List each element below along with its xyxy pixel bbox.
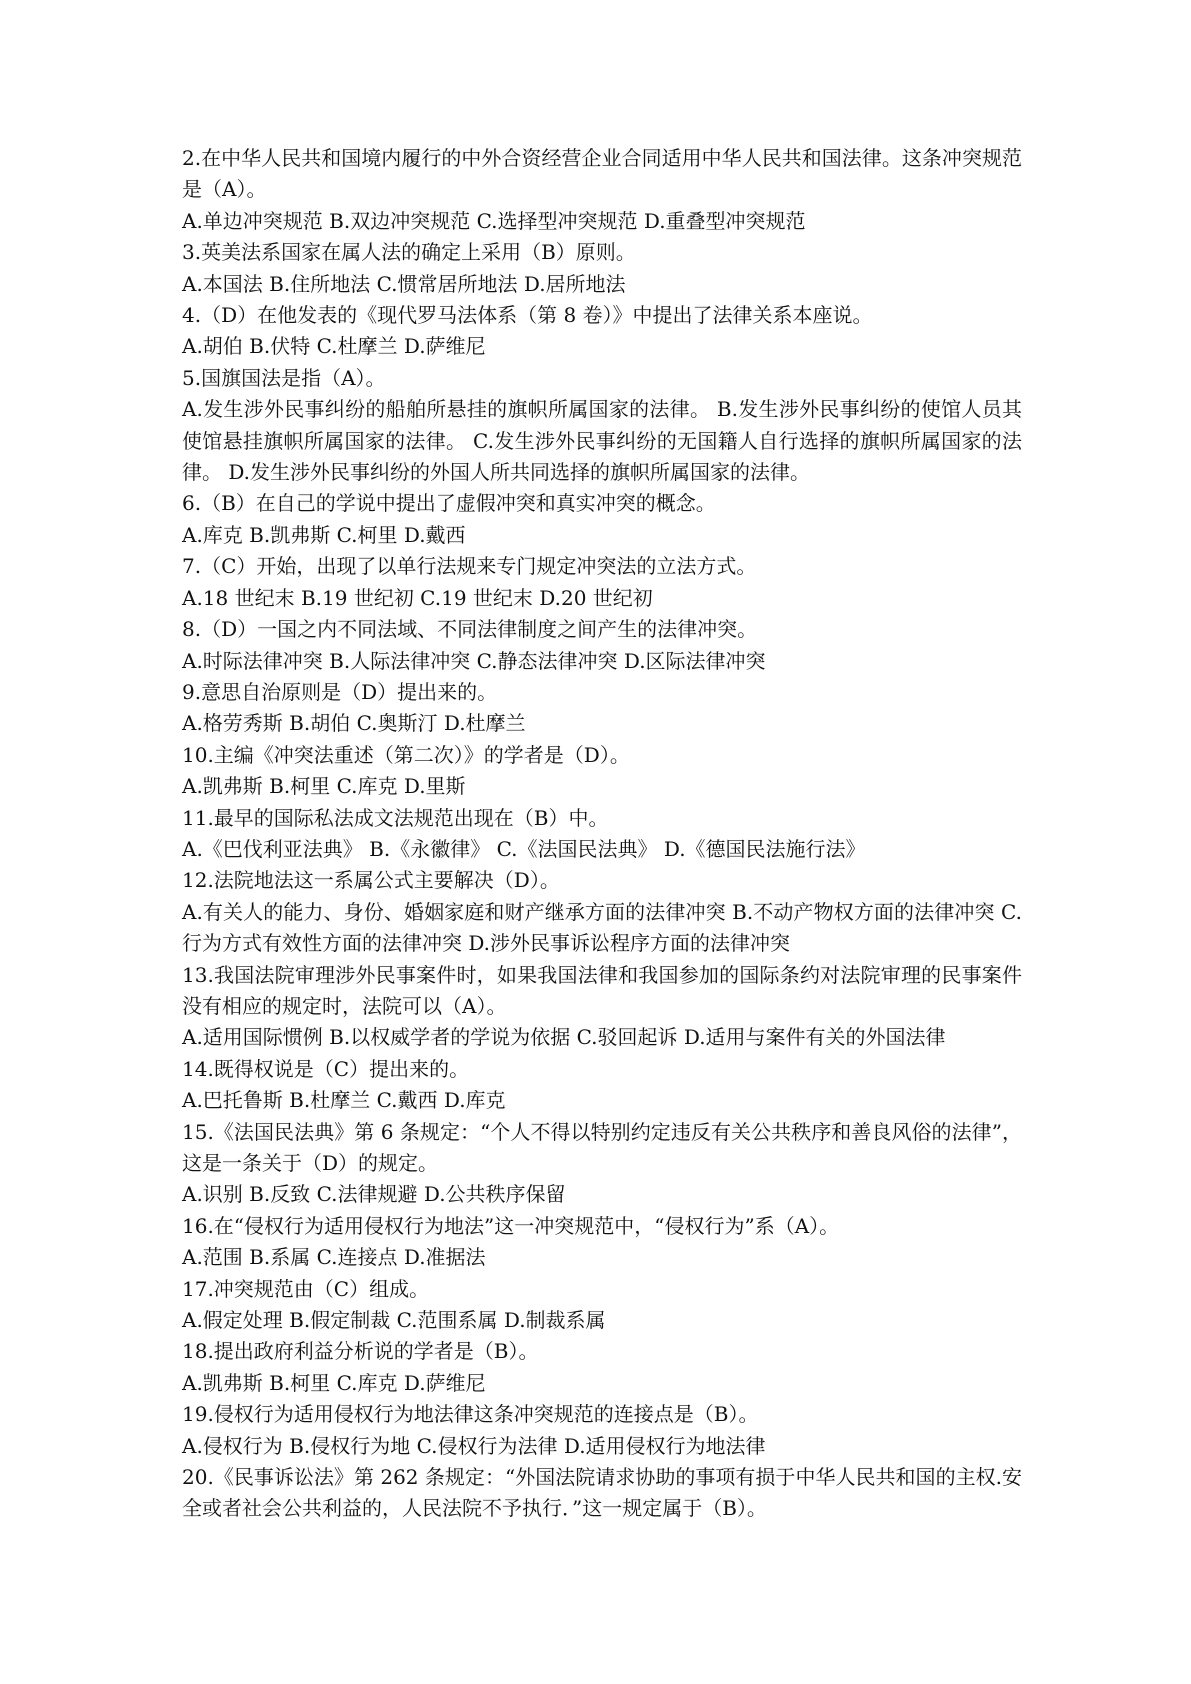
- question-stem: 18.提出政府利益分析说的学者是（B）。: [182, 1339, 539, 1364]
- question-stem: 3.英美法系国家在属人法的确定上采用（B）原则。: [182, 240, 636, 265]
- question-stem: 11.最早的国际私法成文法规范出现在（B）中。: [182, 805, 609, 830]
- question-options: A.凯弗斯 B.柯里 C.库克 D.萨维尼: [182, 1370, 486, 1395]
- question-stem: 7.（C）开始，出现了以单行法规来专门规定冲突法的立法方式。: [182, 554, 757, 579]
- question-options: A.凯弗斯 B.柯里 C.库克 D.里斯: [182, 774, 466, 799]
- question-stem: 20.《民事诉讼法》第 262 条规定：“外国法院请求协助的事项有损于中华人民共和国的主权.安全或者社会公共利益的，人民法院不予执行．”这一规定属于（B）。: [182, 1465, 1022, 1521]
- question-options: A.有关人的能力、身份、婚姻家庭和财产继承方面的法律冲突 B.不动产物权方面的法律冲突 C.行为方式有效性方面的法律冲突 D.涉外民事诉讼程序方面的法律冲突: [182, 899, 1022, 956]
- question-options: A.侵权行为 B.侵权行为地 C.侵权行为法律 D.适用侵权行为地法律: [182, 1433, 766, 1458]
- question-options: A.格劳秀斯 B.胡伯 C.奥斯汀 D.杜摩兰: [182, 711, 526, 736]
- question-options: A.时际法律冲突 B.人际法律冲突 C.静态法律冲突 D.区际法律冲突: [182, 648, 766, 673]
- question-options: A.范围 B.系属 C.连接点 D.准据法: [182, 1245, 486, 1270]
- question-stem: 6.（B）在自己的学说中提出了虚假冲突和真实冲突的概念。: [182, 491, 716, 516]
- question-options: A.单边冲突规范 B.双边冲突规范 C.选择型冲突规范 D.重叠型冲突规范: [182, 208, 806, 233]
- question-stem: 2.在中华人民共和国境内履行的中外合资经营企业合同适用中华人民共和国法律。这条冲突规范是（A）。: [182, 146, 1022, 202]
- question-options: A.识别 B.反致 C.法律规避 D.公共秩序保留: [182, 1182, 566, 1207]
- question-stem: 9.意思自治原则是（D）提出来的。: [182, 679, 498, 704]
- question-options: A.《巴伐利亚法典》 B.《永徽律》 C.《法国民法典》 D.《德国民法施行法》: [182, 836, 866, 861]
- question-options: A.巴托鲁斯 B.杜摩兰 C.戴西 D.库克: [182, 1088, 506, 1113]
- document-page: [182, 143, 1022, 1525]
- question-stem: 5.国旗国法是指（A）。: [182, 365, 386, 390]
- question-options: A.发生涉外民事纠纷的船舶所悬挂的旗帜所属国家的法律。 B.发生涉外民事纠纷的使馆人员其使馆悬挂旗帜所属国家的法律。 C.发生涉外民事纠纷的无国籍人自行选择的旗帜所属国家的法律。 D.发生涉外民事纠纷的外国人所共同选择的旗帜所属国家的法律。: [182, 397, 1022, 485]
- question-stem: 4.（D）在他发表的《现代罗马法体系（第 8 卷）》中提出了法律关系本座说。: [182, 303, 873, 328]
- question-options: A.假定处理 B.假定制裁 C.范围系属 D.制裁系属: [182, 1308, 606, 1333]
- question-stem: 12.法院地法这一系属公式主要解决（D）。: [182, 868, 560, 893]
- question-options: A.18 世纪末 B.19 世纪初 C.19 世纪末 D.20 世纪初: [182, 585, 653, 610]
- question-stem: 14.既得权说是（C）提出来的。: [182, 1056, 470, 1081]
- question-stem: 17.冲突规范由（C）组成。: [182, 1276, 430, 1301]
- question-stem: 15.《法国民法典》第 6 条规定：“个人不得以特别约定违反有关公共秩序和善良风俗的法律”，这是一条关于（D）的规定。: [182, 1119, 1022, 1175]
- question-options: A.库克 B.凯弗斯 C.柯里 D.戴西: [182, 522, 466, 547]
- question-stem: 8.（D）一国之内不同法域、不同法律制度之间产生的法律冲突。: [182, 617, 758, 642]
- question-options: A.胡伯 B.伏特 C.杜摩兰 D.萨维尼: [182, 334, 486, 359]
- question-stem: 13.我国法院审理涉外民事案件时，如果我国法律和我国参加的国际条约对法院审理的民事案件没有相应的规定时，法院可以（A）。: [182, 962, 1022, 1018]
- question-stem: 16.在“侵权行为适用侵权行为地法”这一冲突规范中，“侵权行为”系（A）。: [182, 1213, 840, 1238]
- question-options: A.适用国际惯例 B.以权威学者的学说为依据 C.驳回起诉 D.适用与案件有关的外国法律: [182, 1025, 946, 1050]
- question-stem: 10.主编《冲突法重述（第二次）》的学者是（D）。: [182, 742, 630, 767]
- question-options: A.本国法 B.住所地法 C.惯常居所地法 D.居所地法: [182, 271, 626, 296]
- question-stem: 19.侵权行为适用侵权行为地法律这条冲突规范的连接点是（B）。: [182, 1402, 759, 1427]
